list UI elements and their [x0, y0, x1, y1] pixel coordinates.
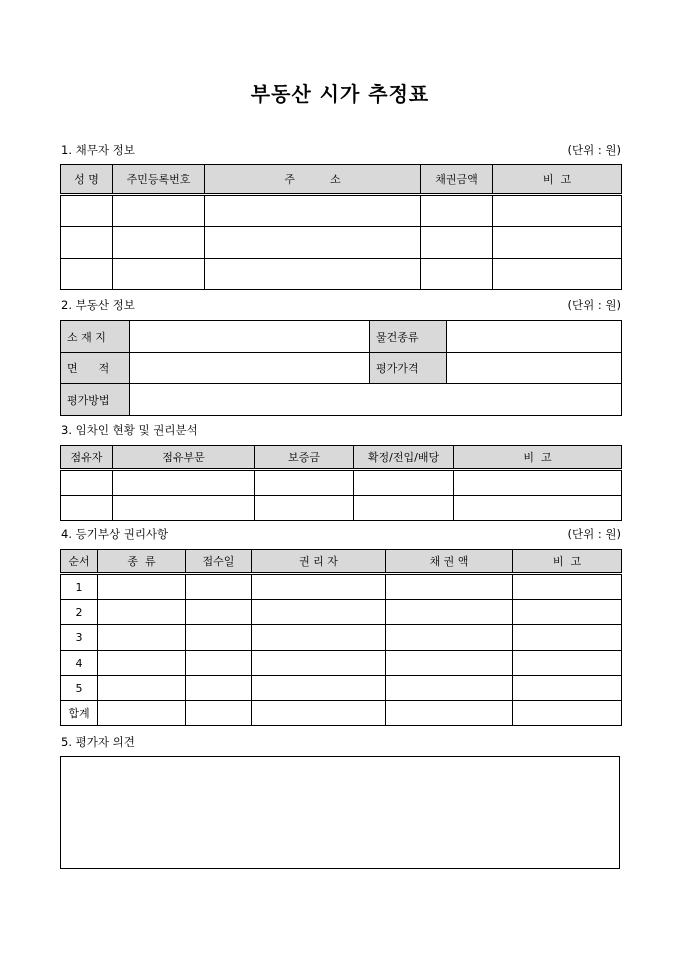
table-cell[interactable] — [454, 496, 622, 521]
table-cell[interactable] — [493, 227, 622, 259]
table-cell[interactable] — [252, 676, 386, 701]
property-type-label: 물건종류 — [370, 321, 447, 353]
table-cell[interactable] — [98, 676, 186, 701]
col-resident-number: 주민등록번호 — [113, 165, 205, 195]
table-row — [61, 625, 622, 651]
appraisal-method-label: 평가방법 — [61, 384, 130, 416]
document-title: 부동산 시가 추정표 — [250, 82, 430, 106]
table-cell[interactable] — [61, 227, 113, 259]
table-cell[interactable] — [186, 651, 252, 676]
table-cell[interactable] — [354, 496, 454, 521]
table-cell[interactable] — [113, 227, 205, 259]
col-claim-amount: 채권금액 — [421, 165, 493, 195]
table-cell[interactable] — [386, 600, 513, 625]
table-cell[interactable] — [186, 574, 252, 600]
col-address: 주 소 — [205, 165, 421, 195]
table-cell[interactable] — [421, 259, 493, 290]
table-cell[interactable] — [252, 651, 386, 676]
section2-header — [61, 298, 621, 312]
table-cell[interactable] — [386, 651, 513, 676]
table-row — [61, 574, 622, 600]
table-cell[interactable] — [386, 574, 513, 600]
section4-heading: 4. 등기부상 권리사항 — [61, 527, 169, 541]
table-cell[interactable] — [454, 470, 622, 496]
table-cell[interactable] — [252, 625, 386, 651]
col-remarks: 비 고 — [493, 165, 622, 195]
col-remarks: 비 고 — [513, 550, 622, 574]
evaluator-opinion-box[interactable] — [60, 756, 620, 869]
section1-heading: 1. 채무자 정보 — [61, 143, 135, 157]
table-cell[interactable] — [98, 625, 186, 651]
table-row — [61, 259, 622, 290]
debtor-table — [60, 164, 622, 290]
section2-heading: 2. 부동산 정보 — [61, 298, 135, 312]
area-label: 면 적 — [61, 353, 130, 384]
col-name: 성 명 — [61, 165, 113, 195]
col-right-holder: 권 리 자 — [252, 550, 386, 574]
section1-unit: (단위 : 원) — [567, 143, 621, 157]
appraised-price-value[interactable] — [447, 353, 622, 384]
table-cell[interactable] — [61, 470, 113, 496]
table-cell[interactable] — [493, 259, 622, 290]
table-row — [61, 470, 622, 496]
col-order: 순서 — [61, 550, 98, 574]
table-cell[interactable] — [513, 651, 622, 676]
table-cell[interactable] — [205, 195, 421, 227]
table-cell[interactable] — [186, 600, 252, 625]
table-cell[interactable] — [386, 625, 513, 651]
row-number: 1 — [61, 574, 98, 600]
table-row — [61, 676, 622, 701]
table-cell[interactable] — [113, 259, 205, 290]
row-number: 5 — [61, 676, 98, 701]
table-cell[interactable] — [421, 227, 493, 259]
location-label: 소 재 지 — [61, 321, 130, 353]
col-remarks: 비 고 — [454, 446, 622, 470]
row-number: 4 — [61, 651, 98, 676]
section4-header — [61, 527, 621, 541]
table-cell[interactable] — [252, 574, 386, 600]
col-occupied-part: 점유부문 — [113, 446, 255, 470]
table-row — [61, 651, 622, 676]
table-cell[interactable] — [113, 470, 255, 496]
table-row — [61, 496, 622, 521]
col-deposit: 보증금 — [255, 446, 354, 470]
table-cell[interactable] — [186, 625, 252, 651]
table-cell[interactable] — [61, 195, 113, 227]
appraisal-method-value[interactable] — [130, 384, 622, 416]
section2-unit: (단위 : 원) — [567, 298, 621, 312]
table-cell[interactable] — [354, 470, 454, 496]
section5-heading: 5. 평가자 의견 — [61, 735, 135, 749]
col-receipt-date: 접수일 — [186, 550, 252, 574]
table-cell[interactable] — [421, 195, 493, 227]
table-cell[interactable] — [255, 470, 354, 496]
table-row-total — [61, 701, 622, 726]
table-cell[interactable] — [98, 651, 186, 676]
table-cell[interactable] — [513, 600, 622, 625]
row-number: 3 — [61, 625, 98, 651]
table-cell[interactable] — [205, 227, 421, 259]
section3-heading: 3. 임차인 현황 및 권리분석 — [61, 423, 198, 437]
table-cell[interactable] — [205, 259, 421, 290]
col-occupant: 점유자 — [61, 446, 113, 470]
table-cell[interactable] — [98, 701, 186, 726]
section4-unit: (단위 : 원) — [567, 527, 621, 541]
table-cell[interactable] — [513, 701, 622, 726]
table-cell[interactable] — [113, 496, 255, 521]
total-label: 합계 — [61, 701, 98, 726]
table-row — [61, 195, 622, 227]
row-number: 2 — [61, 600, 98, 625]
table-cell[interactable] — [255, 496, 354, 521]
col-confirm-move-dividend: 확정/전입/배당 — [354, 446, 454, 470]
table-cell[interactable] — [186, 676, 252, 701]
section5-header — [61, 735, 621, 749]
section1-header — [61, 143, 621, 157]
table-cell[interactable] — [98, 600, 186, 625]
table-cell[interactable] — [493, 195, 622, 227]
rights-table — [60, 549, 622, 726]
property-type-value[interactable] — [447, 321, 622, 353]
appraised-price-label: 평가가격 — [370, 353, 447, 384]
location-value[interactable] — [130, 321, 370, 353]
section3-header — [61, 423, 621, 437]
table-cell[interactable] — [61, 259, 113, 290]
table-cell[interactable] — [98, 574, 186, 600]
table-cell[interactable] — [186, 701, 252, 726]
table-cell[interactable] — [386, 676, 513, 701]
col-type: 종 류 — [98, 550, 186, 574]
table-row — [61, 227, 622, 259]
property-table — [60, 320, 622, 416]
col-claim-amount: 채 권 액 — [386, 550, 513, 574]
tenant-table — [60, 445, 622, 521]
area-value[interactable] — [130, 353, 370, 384]
table-cell[interactable] — [513, 676, 622, 701]
table-row — [61, 600, 622, 625]
table-cell[interactable] — [61, 496, 113, 521]
table-cell[interactable] — [513, 625, 622, 651]
table-cell[interactable] — [386, 701, 513, 726]
table-cell[interactable] — [113, 195, 205, 227]
table-cell[interactable] — [513, 574, 622, 600]
table-cell[interactable] — [252, 701, 386, 726]
table-cell[interactable] — [252, 600, 386, 625]
